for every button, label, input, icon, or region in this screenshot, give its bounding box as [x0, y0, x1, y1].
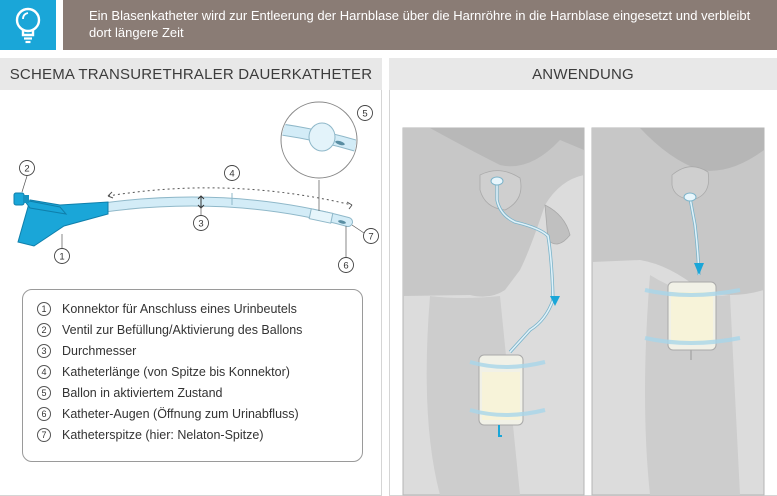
- legend-text: Ballon in aktiviertem Zustand: [62, 386, 223, 400]
- marker-3: 3: [198, 218, 204, 230]
- legend-item: [37, 300, 297, 318]
- marker-5: 5: [362, 108, 368, 120]
- legend-text: Katheterlänge (von Spitze bis Konnektor): [62, 365, 290, 379]
- legend-text: Durchmesser: [62, 344, 137, 358]
- marker-7: 7: [368, 231, 374, 243]
- left-panel-title: SCHEMA TRANSURETHRALER DAUERKATHETER: [0, 58, 382, 90]
- legend-text: Ventil zur Befüllung/Aktivierung des Ballons: [62, 323, 303, 337]
- legend-number: 6: [37, 407, 51, 421]
- legend-number: 5: [37, 386, 51, 400]
- right-panel-title: ANWENDUNG: [389, 58, 777, 90]
- header-text: Ein Blasenkatheter wird zur Entleerung der Harnblase über die Harnröhre in die Harnblase eingesetzt und verbleibt dort längere Zeit: [89, 8, 751, 40]
- legend-number: 7: [37, 428, 51, 442]
- balloon-section: [309, 209, 333, 223]
- legend-number: 3: [37, 344, 51, 358]
- illustration-female: [592, 128, 764, 495]
- marker-6: 6: [343, 260, 349, 272]
- legend-number: 2: [37, 323, 51, 337]
- legend-number: 1: [37, 302, 51, 316]
- legend-item: [37, 384, 223, 402]
- valve: [14, 193, 24, 205]
- legend-item: [37, 363, 290, 381]
- legend-item: [37, 321, 302, 339]
- legend-text: Katheterspitze (hier: Nelaton-Spitze): [62, 428, 264, 442]
- legend-box: [22, 289, 363, 462]
- legend-item: [37, 342, 136, 360]
- illustration-male: [403, 128, 584, 495]
- legend-item: [37, 405, 299, 423]
- marker-1: 1: [59, 251, 65, 263]
- legend-text: Katheter-Augen (Öffnung zum Urinabfluss): [62, 407, 299, 421]
- marker-2: 2: [24, 163, 30, 175]
- legend-text: Konnektor für Anschluss eines Urinbeutels: [62, 302, 297, 316]
- marker-4: 4: [229, 168, 235, 180]
- legend-number: 4: [37, 365, 51, 379]
- legend-item: [37, 426, 263, 444]
